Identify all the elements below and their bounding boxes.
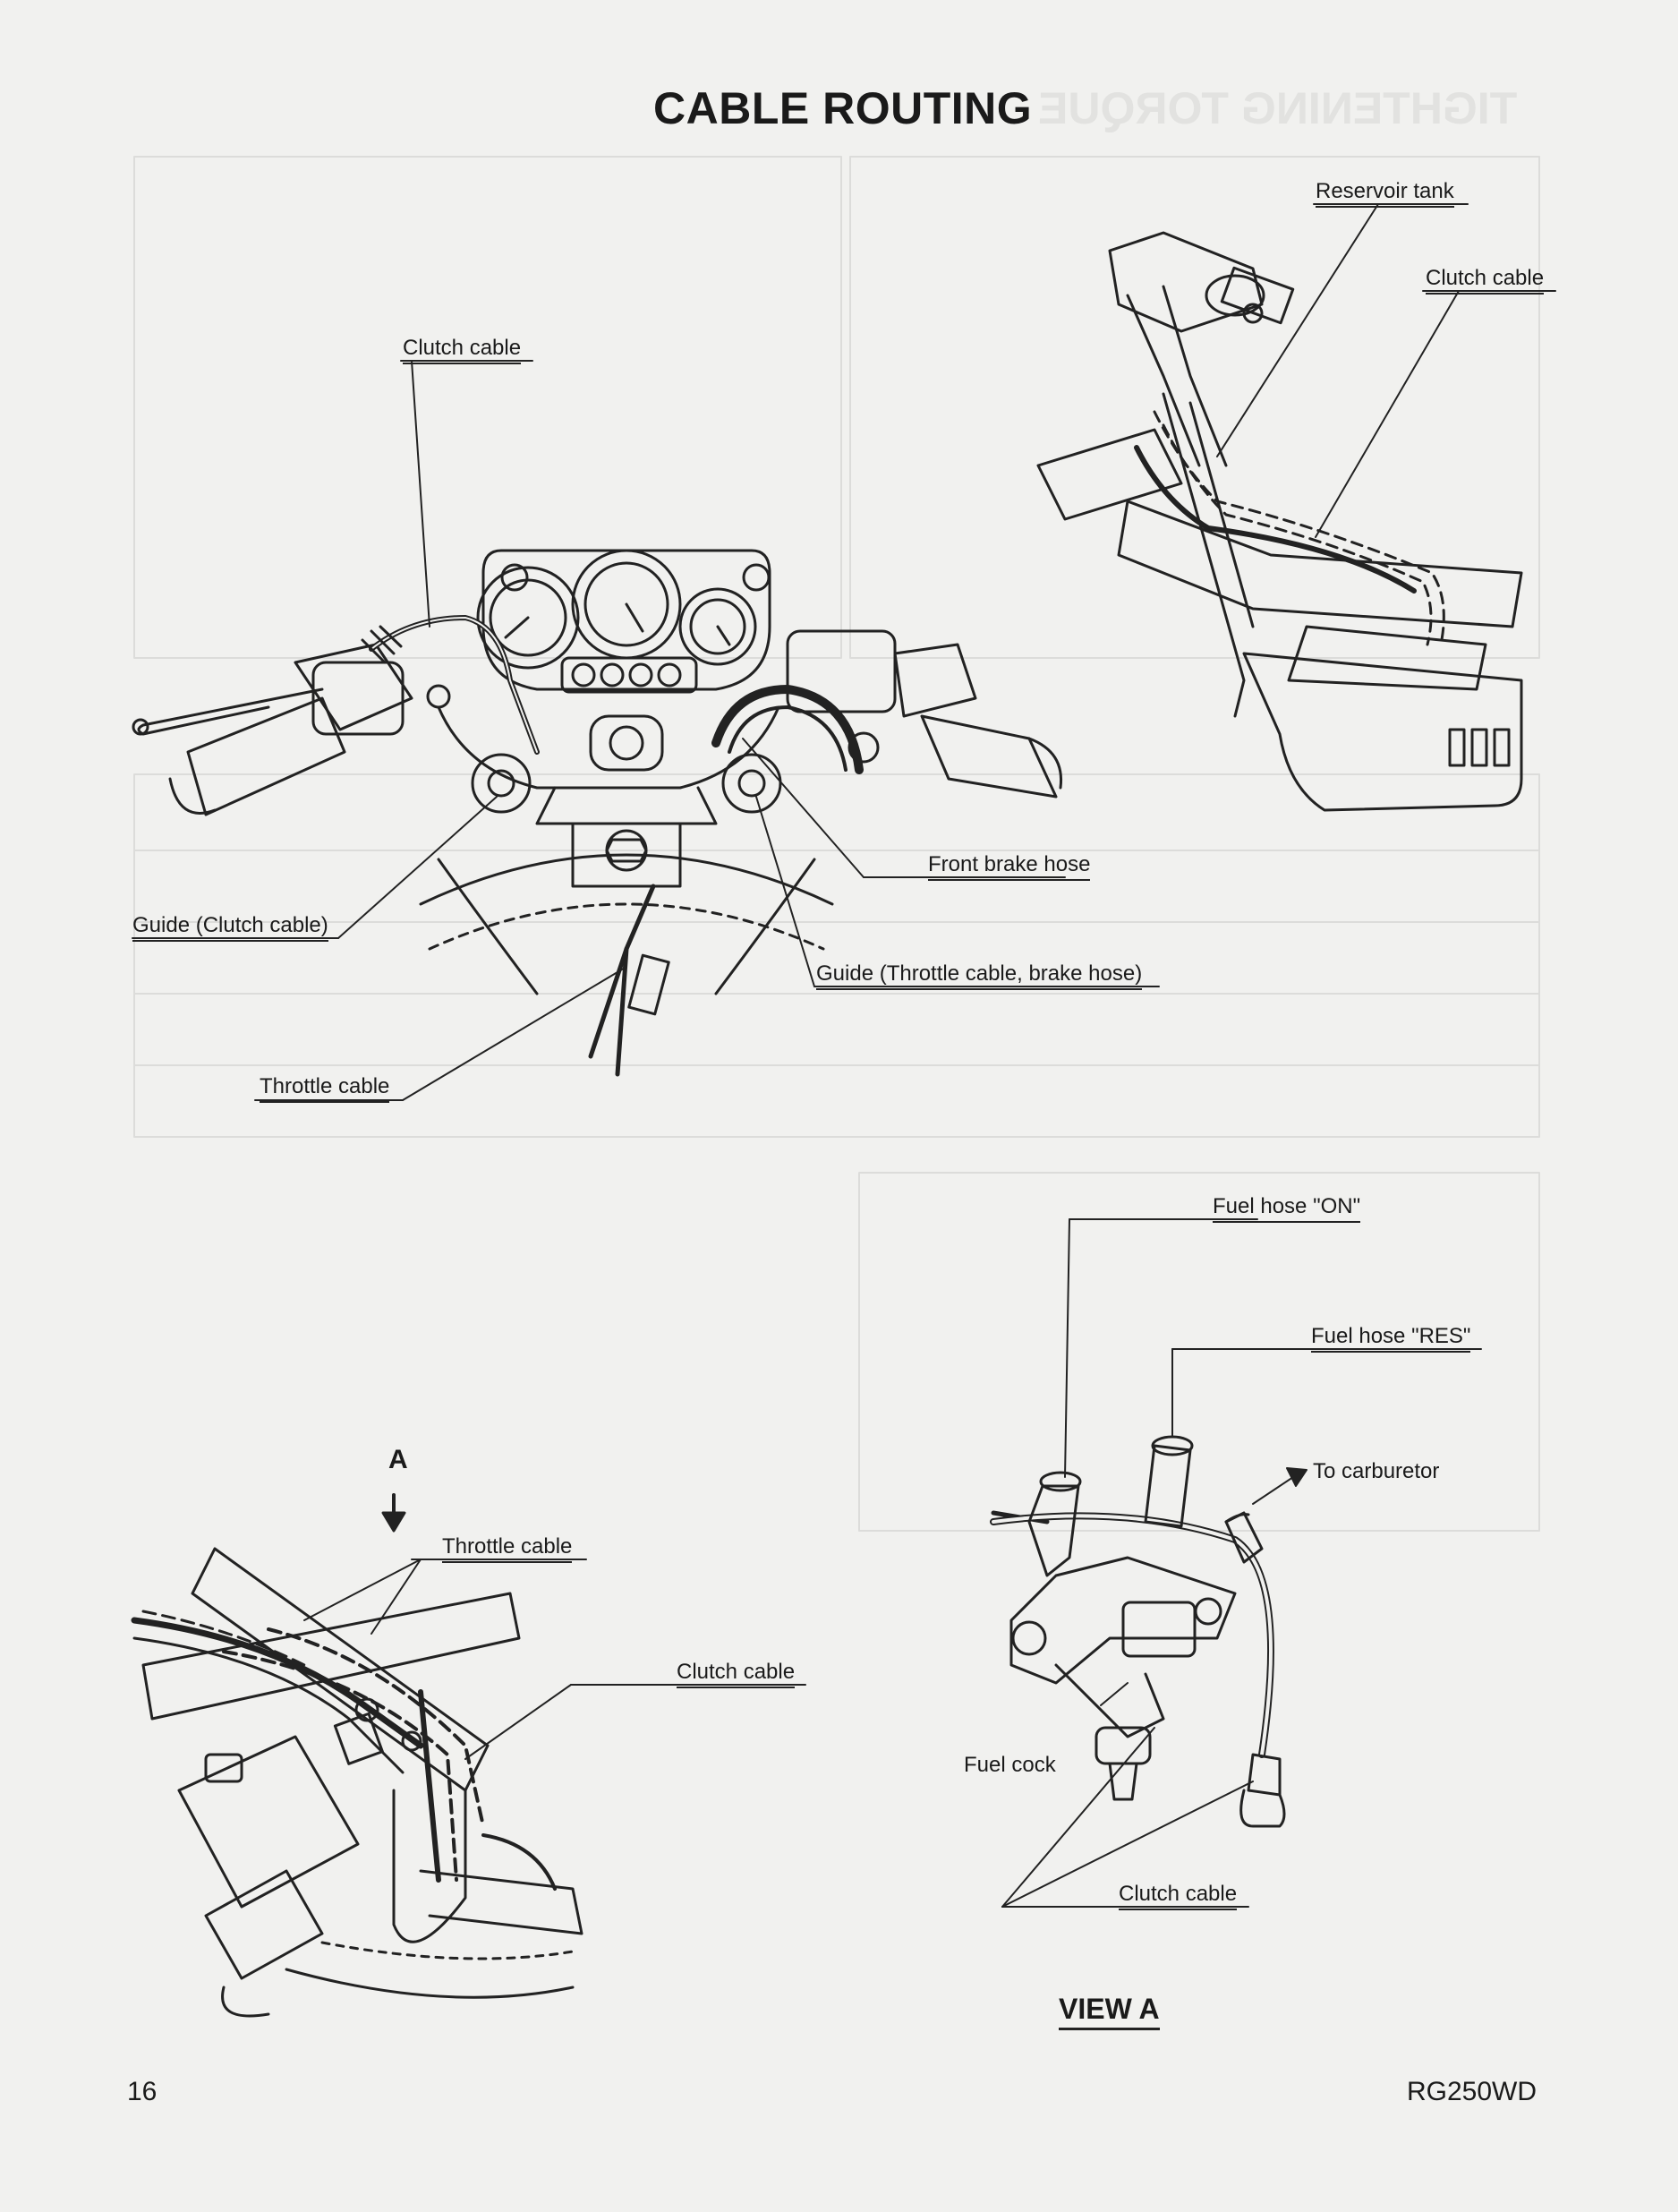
- callout-leader-lines: [132, 204, 1555, 1907]
- reservoir-frame-diagram: [1038, 233, 1521, 810]
- view-a-arrow-letter: A: [388, 1445, 408, 1474]
- page-title: CABLE ROUTING: [653, 83, 1033, 133]
- label-to-carburetor: To carburetor: [1313, 1459, 1440, 1483]
- label-guide-clutch-cable: Guide (Clutch cable): [132, 913, 328, 942]
- handlebar-diagram: [133, 551, 1061, 1074]
- label-guide-throttle-brake: Guide (Throttle cable, brake hose): [816, 961, 1142, 990]
- label-throttle-cable-top-left: Throttle cable: [260, 1074, 389, 1103]
- label-fuel-cock: Fuel cock: [964, 1753, 1056, 1777]
- label-clutch-cable-bottom-right: Clutch cable: [1119, 1882, 1237, 1910]
- label-clutch-cable-top-right: Clutch cable: [1426, 266, 1544, 295]
- label-clutch-cable-top-left: Clutch cable: [403, 336, 521, 364]
- label-clutch-cable-bottom-left: Clutch cable: [677, 1660, 795, 1688]
- label-throttle-cable-bottom-left: Throttle cable: [442, 1534, 572, 1563]
- label-front-brake-hose: Front brake hose: [928, 852, 1090, 881]
- label-fuel-hose-on: Fuel hose "ON": [1213, 1194, 1360, 1223]
- label-reservoir-tank: Reservoir tank: [1316, 179, 1454, 208]
- throttle-clutch-route-diagram: [134, 1495, 582, 2016]
- view-a-caption: VIEW A: [1059, 1993, 1160, 2030]
- label-fuel-hose-res: Fuel hose "RES": [1311, 1324, 1470, 1353]
- page-number: 16: [127, 2077, 158, 2106]
- model-code: RG250WD: [1407, 2077, 1537, 2106]
- bleed-through-text: TIGHTENING TORQUE: [1038, 83, 1518, 133]
